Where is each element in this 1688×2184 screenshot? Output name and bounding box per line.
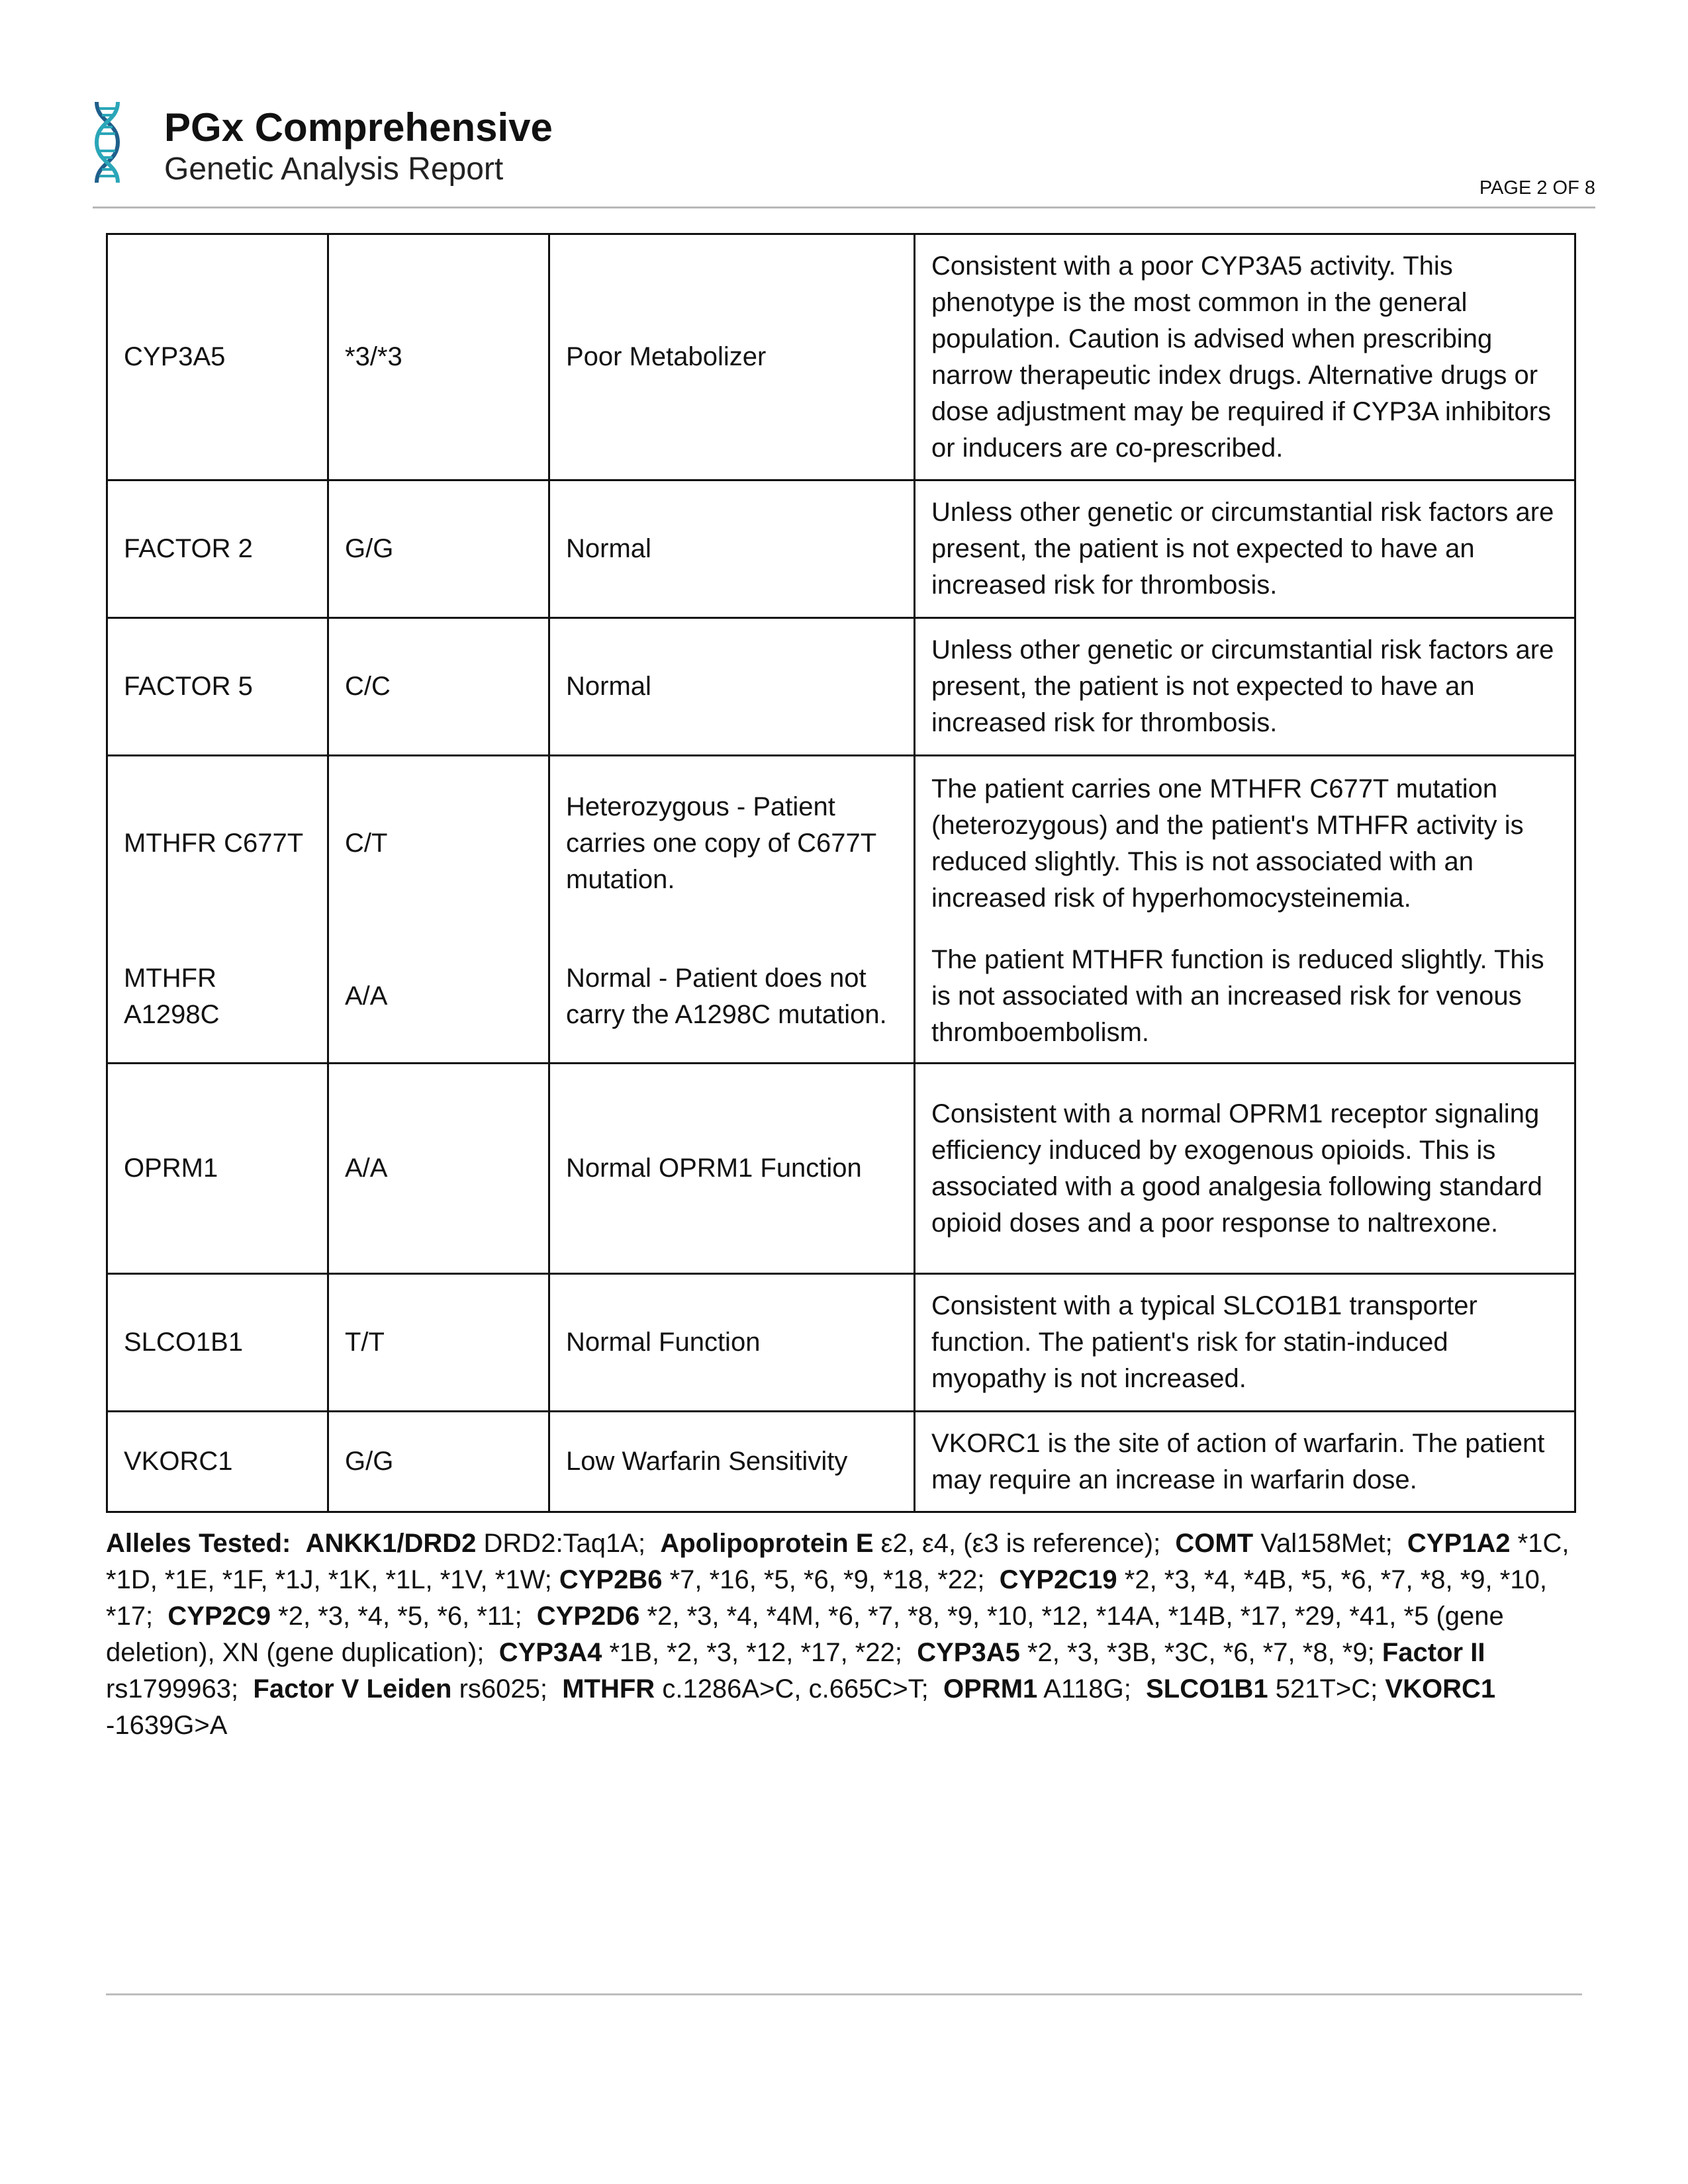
- allele-gene: OPRM1: [943, 1674, 1038, 1704]
- phenotype-cell: Low Warfarin Sensitivity: [549, 1412, 915, 1512]
- interpretation-cell: VKORC1 is the site of action of warfarin. The patient may require an increase in warfarin dose.: [915, 1412, 1575, 1512]
- report-title: PGx Comprehensive: [164, 105, 553, 150]
- interpretation-cell: Consistent with a normal OPRM1 receptor signaling efficiency induced by exogenous opioids. This is associated with a good analgesia following standard opioid doses and a poor response to naltrexone.: [915, 1064, 1575, 1274]
- allele-gene: CYP1A2: [1407, 1529, 1511, 1558]
- genotype-cell: *3/*3: [328, 234, 549, 480]
- allele-list: *2, *3, *4, *4B, *5, *6, *7, *8, *9, *10, *17;: [106, 1565, 1547, 1631]
- phenotype-cell: Poor Metabolizer: [549, 234, 915, 480]
- allele-list: -1639G>A: [106, 1711, 228, 1740]
- allele-gene: CYP2C19: [999, 1565, 1117, 1594]
- table-row: [107, 1274, 1575, 1412]
- table-row: [107, 618, 1575, 756]
- gene-cell: OPRM1: [107, 1064, 328, 1274]
- allele-gene: ANKK1/DRD2: [305, 1529, 477, 1558]
- allele-gene: CYP3A5: [917, 1638, 1020, 1667]
- phenotype-cell: Normal: [549, 480, 915, 618]
- table-row: [107, 234, 1575, 480]
- dna-helix-icon: [93, 99, 122, 185]
- genotype-cell: G/G: [328, 1412, 549, 1512]
- genotype-results-table: [106, 233, 1576, 1513]
- allele-gene: Factor II: [1382, 1638, 1485, 1667]
- alleles-heading: Alleles Tested:: [106, 1529, 291, 1558]
- allele-list: rs6025;: [459, 1674, 547, 1704]
- allele-list: ε2, ε4, (ε3 is reference);: [880, 1529, 1161, 1558]
- table-row: [107, 480, 1575, 618]
- allele-gene: CYP2D6: [536, 1602, 640, 1631]
- allele-list: *1C, *1D, *1E, *1F, *1J, *1K, *1L, *1V, *1W;: [106, 1529, 1570, 1594]
- interpretation-cell: Consistent with a poor CYP3A5 activity. This phenotype is the most common in the general population. Caution is advised when prescribing narrow therapeutic index drugs. Alternative drugs or dose adjustment may be required if CYP3A inhibitors or inducers are co-prescribed.: [915, 234, 1575, 480]
- table-row: [107, 756, 1575, 931]
- allele-list: *2, *3, *4, *5, *6, *11;: [278, 1602, 522, 1631]
- genotype-cell: G/G: [328, 480, 549, 618]
- allele-gene: CYP2C9: [167, 1602, 271, 1631]
- interpretation-cell: The patient carries one MTHFR C677T mutation (heterozygous) and the patient's MTHFR activity is reduced slightly. This is not associated with an increased risk of hyperhomocysteinemia.: [915, 756, 1575, 931]
- interpretation-cell: Consistent with a typical SLCO1B1 transporter function. The patient's risk for statin-induced myopathy is not increased.: [915, 1274, 1575, 1412]
- allele-list: rs1799963;: [106, 1674, 239, 1704]
- genotype-cell: A/A: [328, 931, 549, 1064]
- gene-cell: FACTOR 5: [107, 618, 328, 756]
- genotype-cell: C/T: [328, 756, 549, 931]
- footer-divider: [106, 1993, 1582, 1995]
- gene-cell: MTHFR C677T: [107, 756, 328, 931]
- header-divider: [93, 206, 1595, 208]
- gene-cell: SLCO1B1: [107, 1274, 328, 1412]
- allele-gene: MTHFR: [562, 1674, 655, 1704]
- allele-list: *7, *16, *5, *6, *9, *18, *22;: [669, 1565, 985, 1594]
- interpretation-cell: Unless other genetic or circumstantial risk factors are present, the patient is not expected to have an increased risk for thrombosis.: [915, 618, 1575, 756]
- table-row: [107, 931, 1575, 1064]
- table-row: [107, 1412, 1575, 1512]
- allele-list: A118G;: [1043, 1674, 1131, 1704]
- allele-list: *2, *3, *4, *4M, *6, *7, *8, *9, *10, *12, *14A, *14B, *17, *29, *41, *5 (gene deletion), XN (gene duplication);: [106, 1602, 1504, 1667]
- genotype-cell: C/C: [328, 618, 549, 756]
- allele-list: 521T>C;: [1275, 1674, 1378, 1704]
- allele-list: Val158Met;: [1260, 1529, 1393, 1558]
- allele-gene: Factor V Leiden: [253, 1674, 452, 1704]
- page-number: PAGE 2 OF 8: [1479, 177, 1595, 199]
- phenotype-cell: Normal: [549, 618, 915, 756]
- alleles-tested-paragraph: [106, 1525, 1579, 1744]
- allele-list: *2, *3, *3B, *3C, *6, *7, *8, *9;: [1027, 1638, 1375, 1667]
- interpretation-cell: Unless other genetic or circumstantial risk factors are present, the patient is not expected to have an increased risk for thrombosis.: [915, 480, 1575, 618]
- allele-gene: SLCO1B1: [1146, 1674, 1268, 1704]
- gene-cell: CYP3A5: [107, 234, 328, 480]
- gene-cell: FACTOR 2: [107, 480, 328, 618]
- gene-cell: MTHFR A1298C: [107, 931, 328, 1064]
- allele-gene: CYP3A4: [498, 1638, 602, 1667]
- allele-gene: VKORC1: [1385, 1674, 1496, 1704]
- allele-gene: COMT: [1175, 1529, 1254, 1558]
- phenotype-cell: Normal Function: [549, 1274, 915, 1412]
- genotype-cell: A/A: [328, 1064, 549, 1274]
- report-header: [93, 99, 1595, 208]
- allele-gene: Apolipoprotein E: [660, 1529, 874, 1558]
- phenotype-cell: Normal OPRM1 Function: [549, 1064, 915, 1274]
- phenotype-cell: Normal - Patient does not carry the A1298C mutation.: [549, 931, 915, 1064]
- genotype-cell: T/T: [328, 1274, 549, 1412]
- allele-list: c.1286A>C, c.665C>T;: [662, 1674, 929, 1704]
- gene-cell: VKORC1: [107, 1412, 328, 1512]
- allele-list: *1B, *2, *3, *12, *17, *22;: [609, 1638, 902, 1667]
- report-subtitle: Genetic Analysis Report: [164, 152, 504, 187]
- allele-list: DRD2:Taq1A;: [483, 1529, 646, 1558]
- interpretation-cell: The patient MTHFR function is reduced slightly. This is not associated with an increased risk for venous thromboembolism.: [915, 931, 1575, 1064]
- phenotype-cell: Heterozygous - Patient carries one copy of C677T mutation.: [549, 756, 915, 931]
- allele-gene: CYP2B6: [559, 1565, 663, 1594]
- table-row: [107, 1064, 1575, 1274]
